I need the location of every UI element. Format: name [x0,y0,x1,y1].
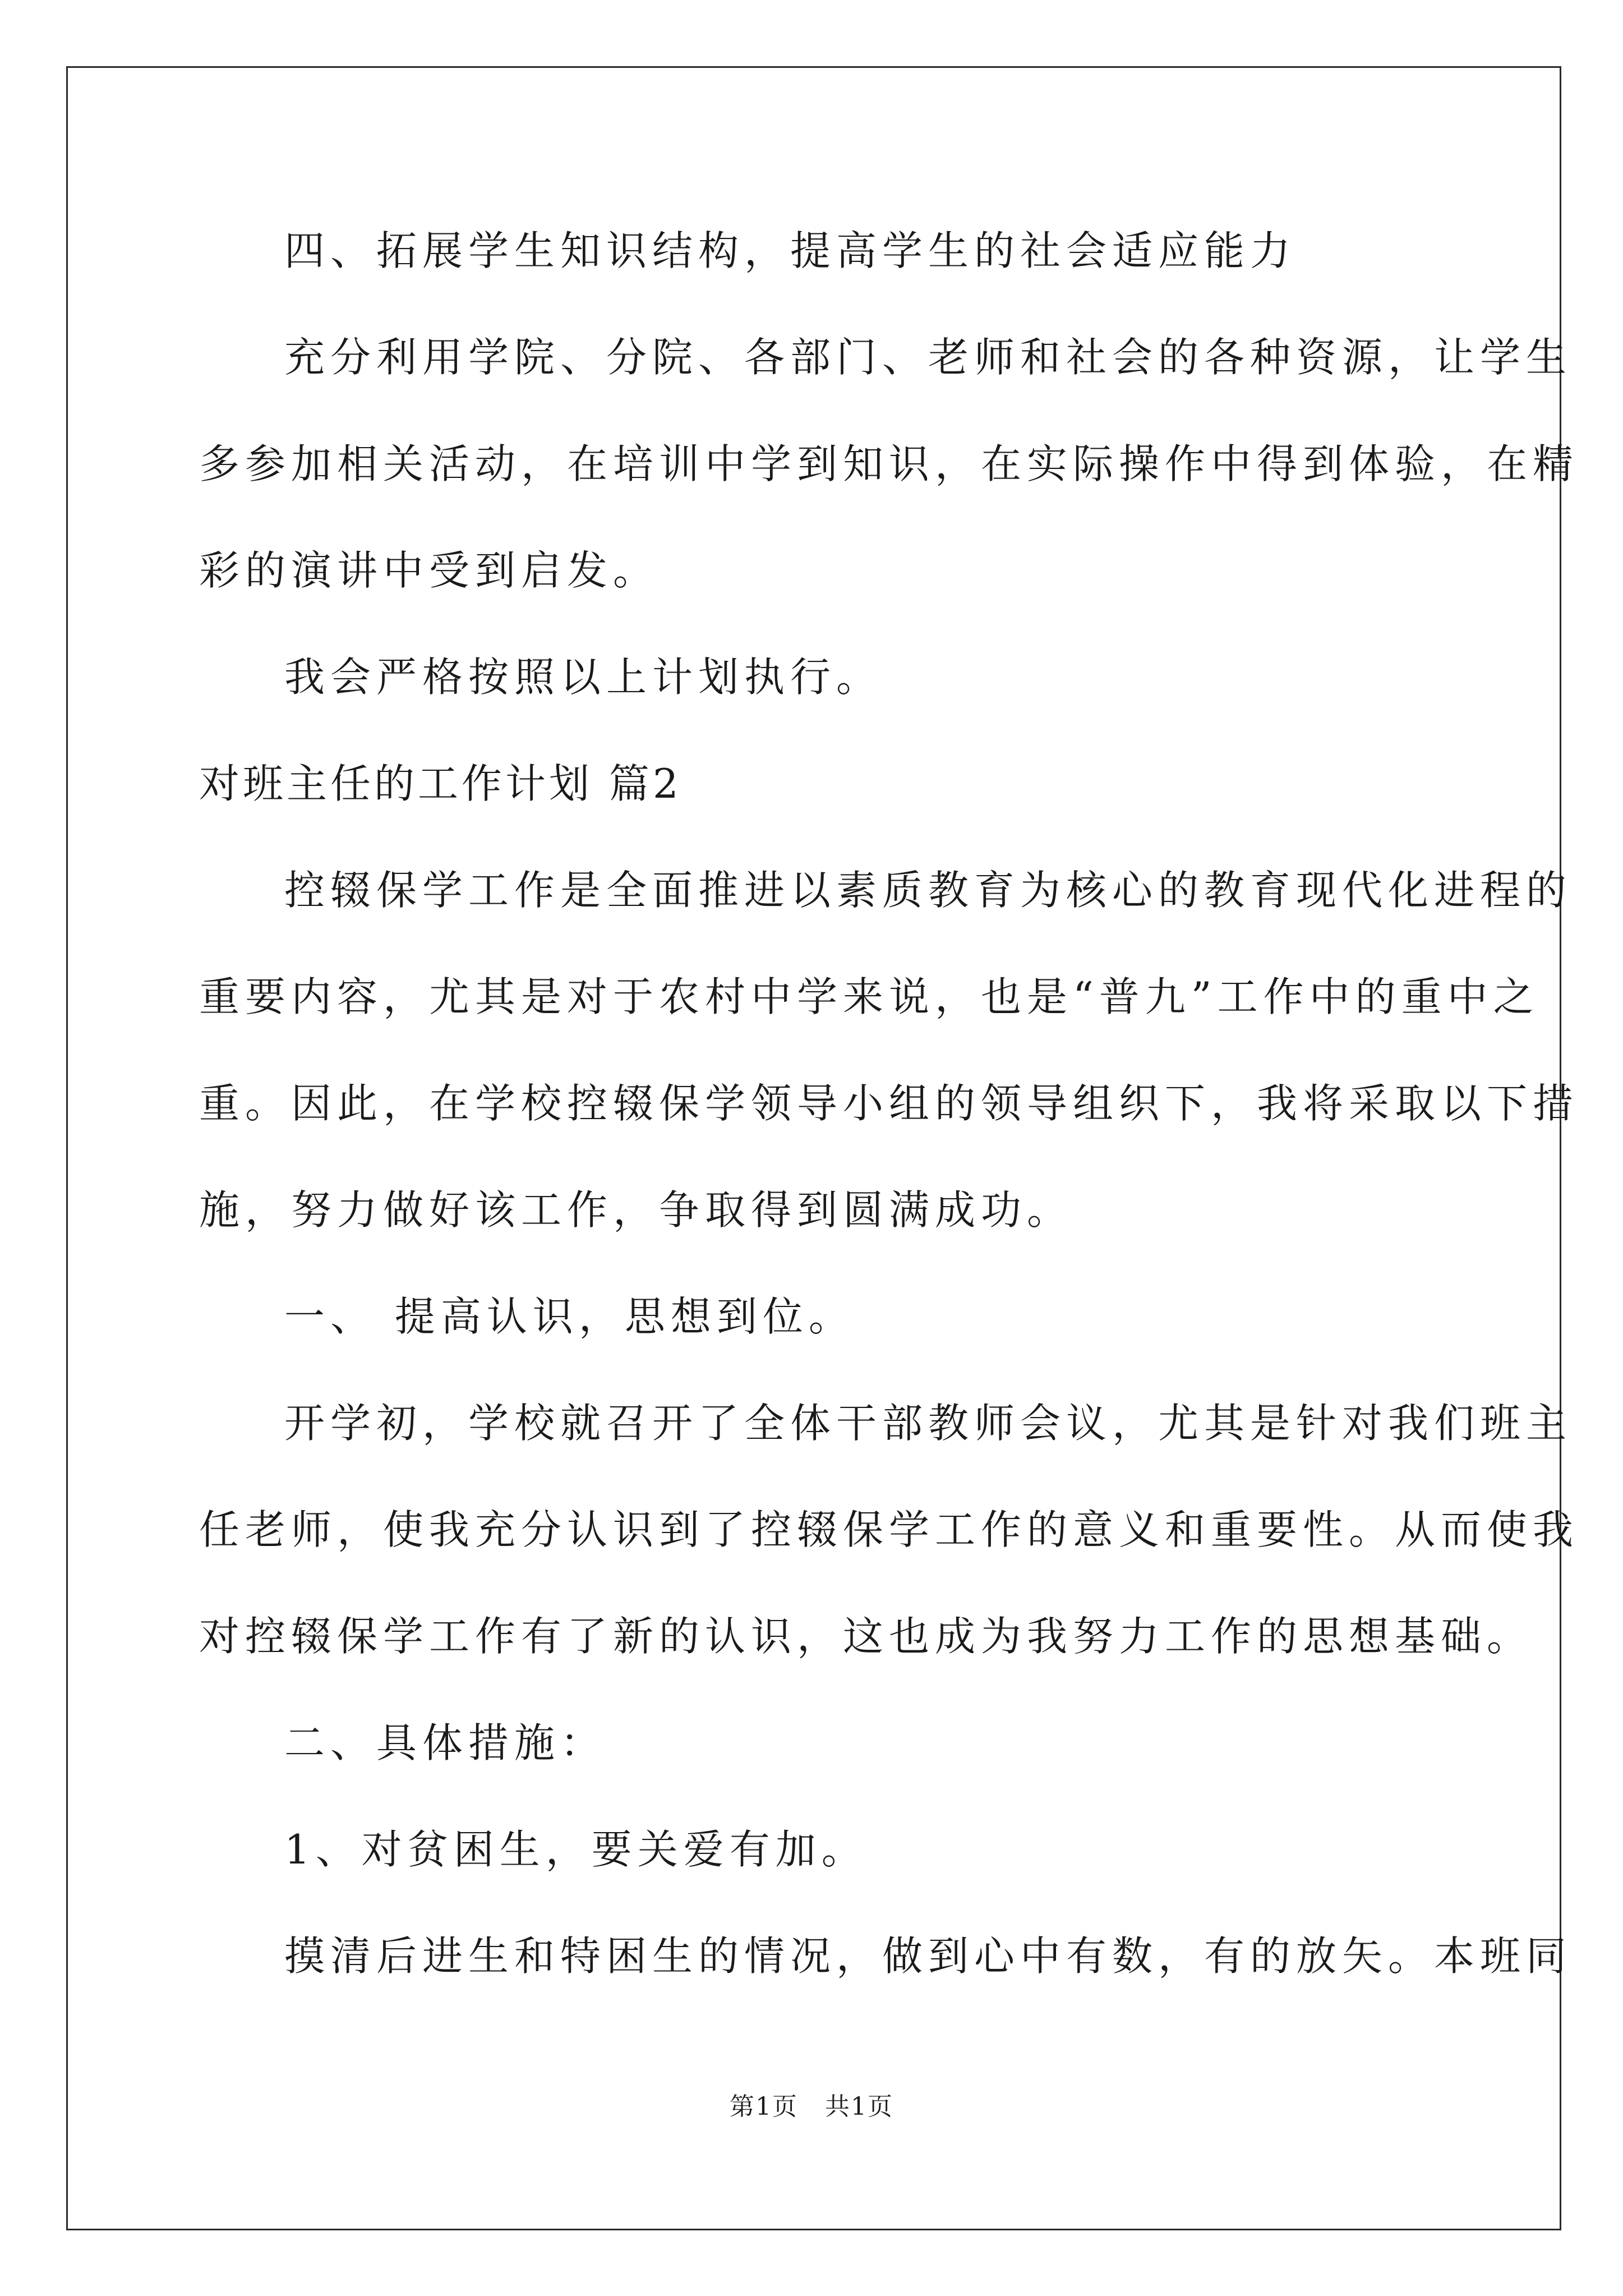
section-heading-1: 一、 提高认识，思想到位。 [284,1293,855,1340]
paragraph-line: 重。因此，在学校控辍保学领导小组的领导组织下，我将采取以下措 [199,1080,1579,1127]
paragraph-line: 我会严格按照以上计划执行。 [284,654,883,701]
paragraph-line: 彩的演讲中受到启发。 [199,547,660,594]
page-border [66,66,1561,2230]
paragraph-line: 对控辍保学工作有了新的认识，这也成为我努力工作的思想基础。 [199,1613,1533,1660]
paragraph-line: 开学初，学校就召开了全体干部教师会议，尤其是针对我们班主 [284,1400,1573,1447]
paragraph-line: 施，努力做好该工作，争取得到圆满成功。 [199,1186,1073,1234]
paragraph-line: 摸清后进生和特困生的情况，做到心中有数，有的放矢。本班同 [284,1932,1573,1980]
section-heading-4: 四、拓展学生知识结构，提高学生的社会适应能力 [284,227,1297,274]
paragraph-line: 充分利用学院、分院、各部门、老师和社会的各种资源，让学生 [284,334,1573,381]
paragraph-line: 多参加相关活动，在培训中学到知识，在实际操作中得到体验，在精 [199,440,1579,487]
article-title: 对班主任的工作计划 篇2 [199,760,682,807]
page-footer: 第1页 共1页 [730,2092,893,2121]
list-item-heading: 1、对贫困生，要关爱有加。 [284,1826,868,1873]
section-heading-2: 二、具体措施： [284,1719,607,1766]
paragraph-line: 任老师，使我充分认识到了控辍保学工作的意义和重要性。从而使我 [199,1506,1579,1553]
paragraph-line: 控辍保学工作是全面推进以素质教育为核心的教育现代化进程的 [284,867,1573,914]
paragraph-line: 重要内容，尤其是对于农村中学来说，也是“普九”工作中的重中之 [199,973,1539,1020]
